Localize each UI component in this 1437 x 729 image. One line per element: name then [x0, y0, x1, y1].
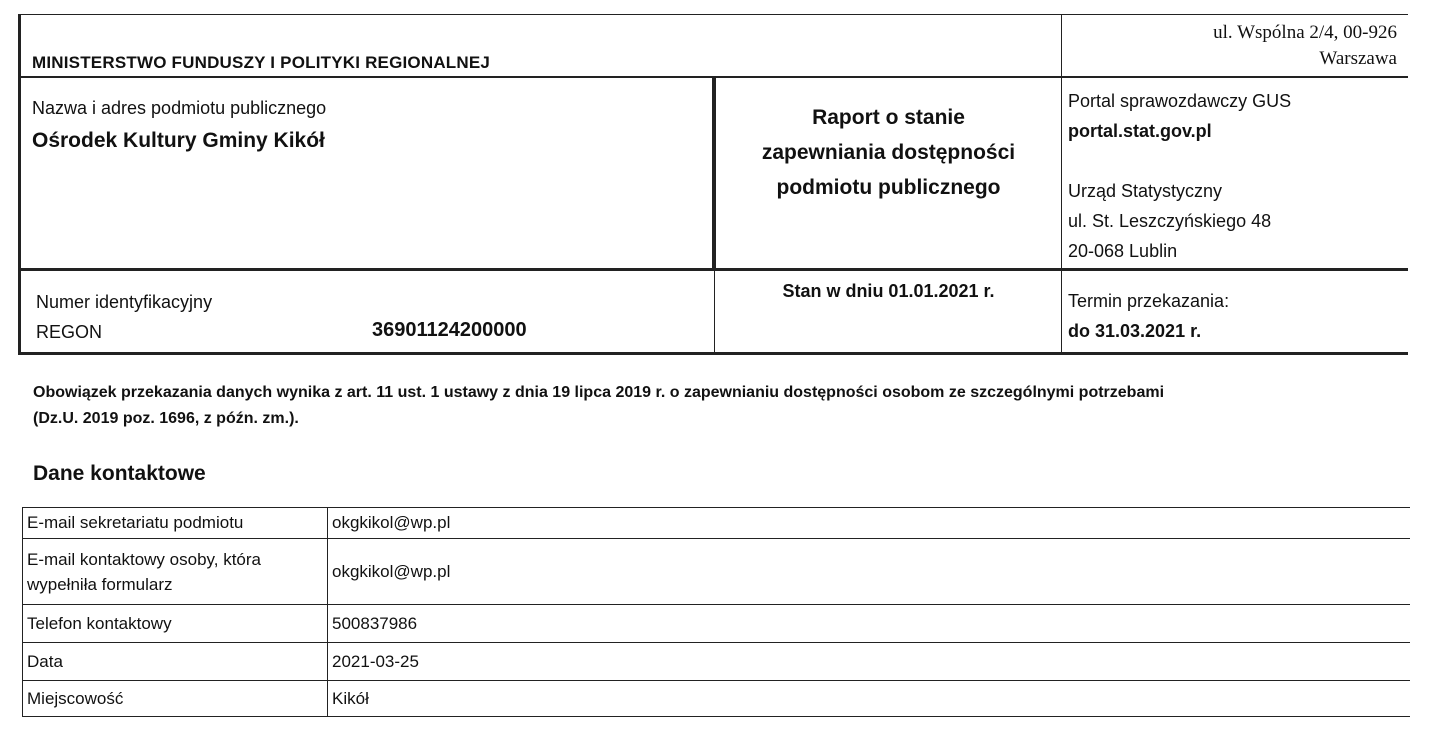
legal-note	[33, 380, 1423, 432]
regon-value: 36901124200000	[372, 319, 527, 341]
state-date: Stan w dniu 01.01.2021 r.	[782, 281, 995, 301]
stat-office-city: 20-068 Lublin	[1068, 241, 1178, 261]
portal-block	[1068, 86, 1291, 266]
contact-label-line1: E-mail kontaktowy osoby, która	[27, 549, 261, 569]
table-row	[23, 643, 1411, 681]
contact-value: okgkikol@wp.pl	[328, 539, 1411, 605]
contact-label: Miejscowość	[23, 681, 328, 717]
ministry-address	[1213, 20, 1397, 72]
regon-label: REGON	[36, 322, 103, 342]
legal-note-line1: Obowiązek przekazania danych wynika z art. 11 ust. 1 ustawy z dnia 19 lipca 2019 r. o zapewnianiu dostępności osobom ze szczególnymi potrzebami	[33, 384, 1165, 401]
middle-column-border	[714, 270, 715, 354]
address-street: ul. Wspólna 2/4, 00-926	[1213, 22, 1397, 43]
deadline-label: Termin przekazania:	[1068, 291, 1230, 311]
contact-label: Telefon kontaktowy	[23, 605, 328, 643]
header-top-border	[18, 14, 1408, 15]
deadline-value: do 31.03.2021 r.	[1068, 321, 1202, 341]
table-row	[23, 605, 1411, 643]
ministry-name: MINISTERSTWO FUNDUSZY I POLITYKI REGIONALNEJ	[32, 53, 491, 72]
table-row	[23, 681, 1411, 717]
contact-section-title: Dane kontaktowe	[33, 462, 206, 485]
legal-note-line2: (Dz.U. 2019 poz. 1696, z późn. zm.).	[33, 410, 299, 427]
contact-value: Kikół	[328, 681, 1411, 717]
contact-value: 2021-03-25	[328, 643, 1411, 681]
right-column-border	[1061, 14, 1062, 355]
contact-label: E-mail sekretariatu podmiotu	[23, 508, 328, 539]
header-bottom-border	[18, 352, 1408, 355]
contact-label-line2: wypełniła formularz	[27, 574, 173, 594]
contact-value: 500837986	[328, 605, 1411, 643]
contact-table	[22, 507, 1410, 717]
table-row	[23, 508, 1411, 539]
address-city: Warszawa	[1319, 48, 1397, 69]
table-row	[23, 539, 1411, 605]
entity-name: Ośrodek Kultury Gminy Kikół	[32, 129, 325, 152]
contact-label	[23, 539, 328, 605]
identification-label: Numer identyfikacyjny	[36, 292, 213, 312]
report-title-line1: Raport o stanie	[812, 106, 965, 129]
report-title-line2: zapewniania dostępności	[761, 141, 1016, 164]
entity-label: Nazwa i adres podmiotu publicznego	[32, 98, 327, 118]
stat-office-street: ul. St. Leszczyńskiego 48	[1068, 211, 1272, 231]
header-left-border	[18, 14, 21, 355]
report-title	[716, 100, 1061, 205]
portal-url: portal.stat.gov.pl	[1068, 121, 1212, 141]
contact-label: Data	[23, 643, 328, 681]
portal-label: Portal sprawozdawczy GUS	[1068, 91, 1292, 111]
report-title-line3: podmiotu publicznego	[776, 176, 1001, 199]
stat-office: Urząd Statystyczny	[1068, 181, 1223, 201]
deadline-block	[1068, 286, 1229, 346]
contact-value: okgkikol@wp.pl	[328, 508, 1411, 539]
